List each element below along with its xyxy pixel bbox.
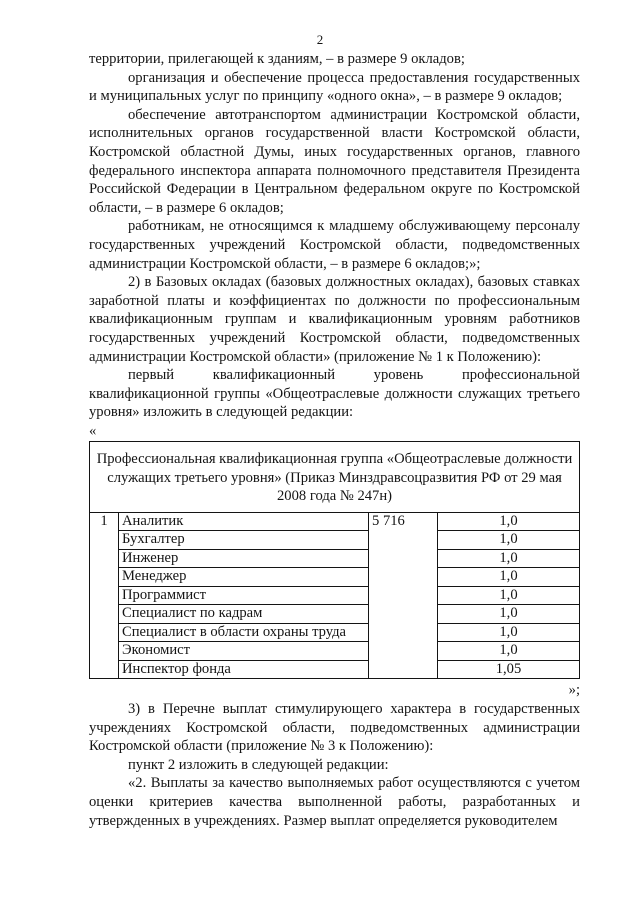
base-salary: 5 716 bbox=[369, 512, 438, 679]
body-paragraph: обеспечение автотранспортом администрации Костромской области, исполнительных органов государственной власти Костромской области, Костромской областной Думы, иных государственных органов, главного федерального инспектора аппарата полномочного представителя Президента Российской Федерации в Центральном федеральном округе по Костромской области, – в размере 6 окладов; bbox=[89, 106, 580, 216]
table-row bbox=[90, 512, 580, 531]
position-name: Бухгалтер bbox=[119, 531, 369, 550]
table-row bbox=[90, 531, 580, 550]
coefficient: 1,0 bbox=[438, 642, 580, 661]
position-name: Специалист по кадрам bbox=[119, 605, 369, 624]
coefficient: 1,0 bbox=[438, 531, 580, 550]
coefficient: 1,0 bbox=[438, 512, 580, 531]
position-name: Специалист в области охраны труда bbox=[119, 623, 369, 642]
body-paragraph: работникам, не относящимся к младшему обслуживающему персоналу государственных учреждений Костромской области, подведомственных администрации Костромской области, – в размере 6 окладов;»; bbox=[89, 218, 580, 272]
position-name: Инспектор фонда bbox=[119, 660, 369, 679]
paragraphs-before bbox=[89, 50, 580, 422]
table-header: Профессиональная квалификационная группа «Общеотраслевые должности служащих третьего уровня» (Приказ Минздравсоцразвития РФ от 29 мая 2008 года № 247н) bbox=[90, 442, 580, 513]
position-name: Инженер bbox=[119, 549, 369, 568]
coefficient: 1,0 bbox=[438, 623, 580, 642]
body-paragraph: организация и обеспечение процесса предоставления государственных и муниципальных услуг по принципу «одного окна», – в размере 9 окладов; bbox=[89, 69, 580, 105]
page-number: 2 bbox=[316, 32, 324, 47]
body-paragraph: пункт 2 изложить в следующей редакции: bbox=[128, 756, 389, 773]
coefficient: 1,0 bbox=[438, 586, 580, 605]
body-paragraph: территории, прилегающей к зданиям, – в размере 9 окладов; bbox=[89, 51, 465, 67]
table-row bbox=[90, 623, 580, 642]
body-paragraph: «2. Выплаты за качество выполняемых работ осуществляются с учетом оценки критериев качества выполненной работы, разработанных и утвержденных в учреждениях. Размер выплат определяется руководителем bbox=[89, 775, 580, 829]
table-row bbox=[90, 568, 580, 587]
document-body bbox=[89, 50, 580, 830]
close-quote: »; bbox=[568, 682, 580, 699]
body-paragraph: 2) в Базовых окладах (базовых должностных окладах), базовых ставках заработной платы и коэффициентах по должности по профессиональным квалификационным группам и квалификационным уровням работников государственных учреждений Костромской области, подведомственных администрации Костромской области» (приложение № 1 к Положению): bbox=[89, 274, 580, 365]
position-name: Экономист bbox=[119, 642, 369, 661]
table-row bbox=[90, 660, 580, 679]
table-header-row bbox=[90, 442, 580, 513]
position-name: Аналитик bbox=[119, 512, 369, 531]
body-paragraph: 3) в Перечне выплат стимулирующего характера в государственных учреждениях Костромской области, подведомственных администрации Костромской области (приложение № 3 к Положению): bbox=[89, 701, 580, 755]
coefficient: 1,05 bbox=[438, 660, 580, 679]
qualification-table bbox=[89, 441, 580, 679]
table-row bbox=[90, 586, 580, 605]
table-row bbox=[90, 605, 580, 624]
table-row bbox=[90, 549, 580, 568]
level-number: 1 bbox=[90, 512, 119, 679]
position-name: Менеджер bbox=[119, 568, 369, 587]
coefficient: 1,0 bbox=[438, 605, 580, 624]
coefficient: 1,0 bbox=[438, 549, 580, 568]
coefficient: 1,0 bbox=[438, 568, 580, 587]
open-quote: « bbox=[89, 422, 97, 439]
body-paragraph: первый квалификационный уровень профессиональной квалификационной группы «Общеотраслевые должности служащих третьего уровня» изложить в следующей редакции: bbox=[89, 367, 580, 421]
table-row bbox=[90, 642, 580, 661]
paragraphs-after bbox=[89, 700, 580, 830]
position-name: Программист bbox=[119, 586, 369, 605]
